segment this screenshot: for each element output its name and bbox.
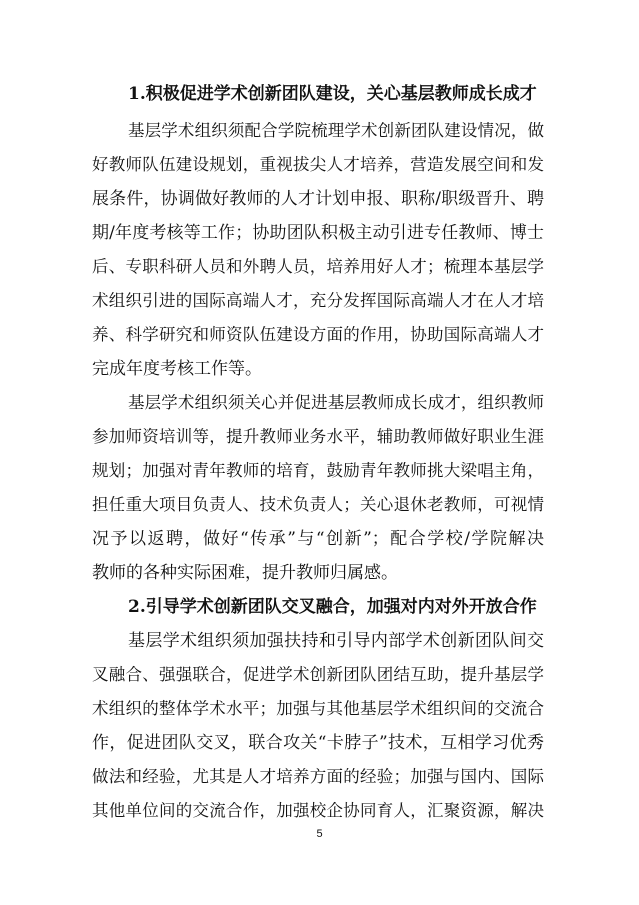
paragraph-line: 术组织引进的国际高端人才，充分发挥国际高端人才在人才培 [92, 291, 544, 310]
paragraph-line: 后、专职科研人员和外聘人员，培养用好人才；梳理本基层学 [92, 257, 544, 276]
paragraph-line: 基层学术组织须加强扶持和引导内部学术创新团队间交 [128, 631, 544, 651]
paragraph-line: 养、科学研究和师资队伍建设方面的作用，协助国际高端人才 [92, 325, 544, 344]
paragraph-line: 展条件，协调做好教师的人才计划申报、职称/职级晋升、聘 [92, 189, 544, 209]
section-heading-2: 2.引导学术创新团队交叉融合，加强对内对外开放合作 [128, 597, 537, 617]
paragraph-line: 完成年度考核工作等。 [92, 359, 262, 379]
paragraph-line: 基层学术组织须关心并促进基层教师成长成才，组织教师 [128, 393, 544, 412]
paragraph-line: 作，促进团队交叉，联合攻关“卡脖子”技术，互相学习优秀 [92, 733, 544, 753]
section-heading-1: 1.积极促进学术创新团队建设，关心基层教师成长成才 [128, 84, 537, 104]
paragraph-line: 做法和经验，尤其是人才培养方面的经验；加强与国内、国际 [92, 767, 544, 786]
paragraph-line: 期/年度考核等工作；协助团队积极主动引进专任教师、博士 [92, 223, 544, 243]
paragraph-line: 规划；加强对青年教师的培育，鼓励青年教师挑大梁唱主角， [92, 461, 544, 480]
paragraph-line: 况予以返聘，做好“传承”与“创新”；配合学校/学院解决 [92, 529, 544, 549]
paragraph-line: 叉融合、强强联合，促进学术创新团队团结互助，提升基层学 [92, 665, 544, 684]
paragraph-line: 参加师资培训等，提升教师业务水平，辅助教师做好职业生涯 [92, 427, 544, 446]
paragraph-line: 其他单位间的交流合作，加强校企协同育人，汇聚资源，解决 [92, 801, 544, 820]
paragraph-line: 基层学术组织须配合学院梳理学术创新团队建设情况，做 [128, 121, 544, 140]
paragraph-line: 术组织的整体学术水平；加强与其他基层学术组织间的交流合 [92, 699, 544, 718]
paragraph-line: 教师的各种实际困难，提升教师归属感。 [92, 563, 398, 583]
paragraph-line: 担任重大项目负责人、技术负责人；关心退休老教师，可视情 [92, 495, 544, 514]
page-number: 5 [316, 828, 323, 840]
paragraph-line: 好教师队伍建设规划，重视拔尖人才培养，营造发展空间和发 [92, 155, 544, 174]
